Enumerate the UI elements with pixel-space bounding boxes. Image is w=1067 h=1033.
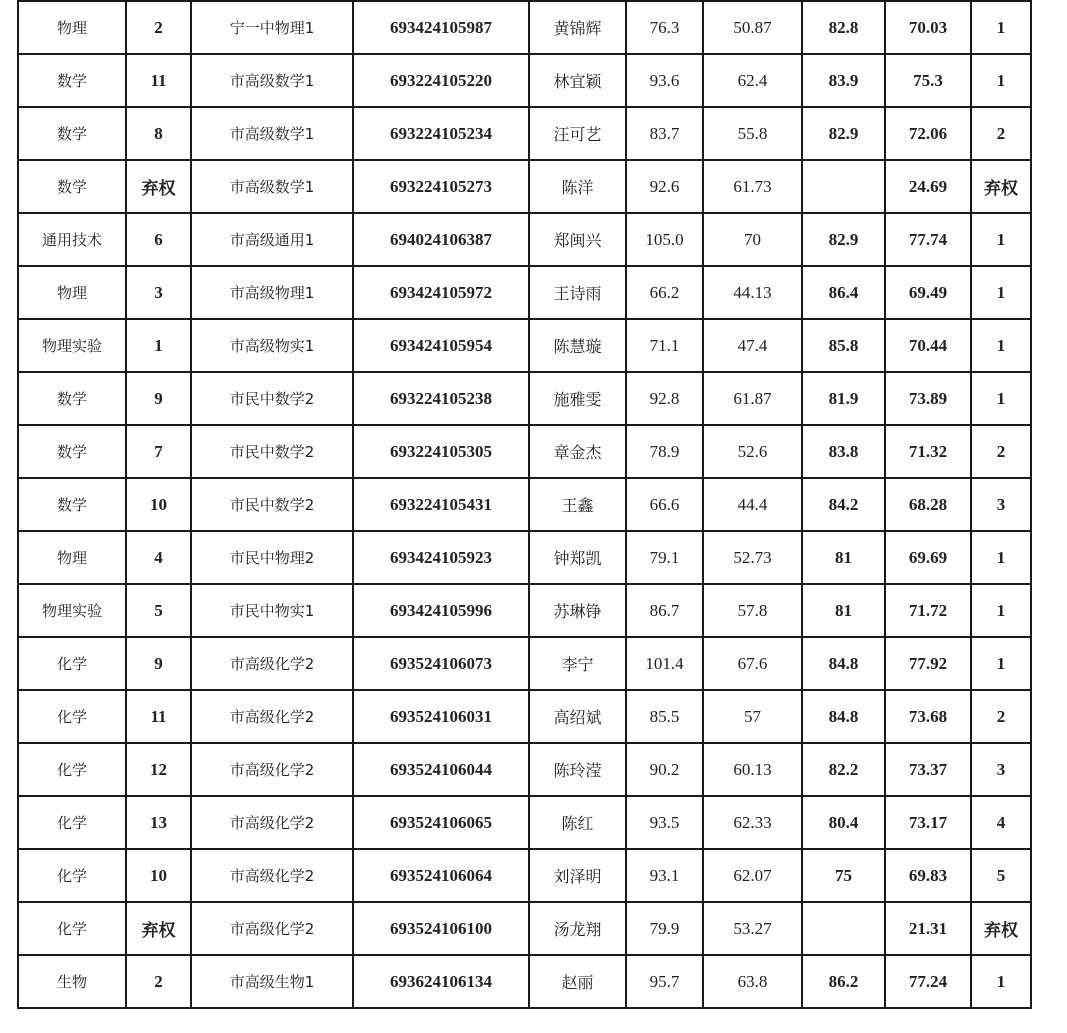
written-score-cell: 95.7 bbox=[626, 955, 703, 1008]
ticket-number-cell: 693424105972 bbox=[353, 266, 529, 319]
written-score-cell: 78.9 bbox=[626, 425, 703, 478]
subject-cell: 数学 bbox=[18, 372, 126, 425]
written-converted-cell: 52.6 bbox=[703, 425, 802, 478]
position-cell: 市民中数学2 bbox=[191, 372, 353, 425]
table-row bbox=[18, 319, 1031, 372]
written-score-cell: 83.7 bbox=[626, 107, 703, 160]
subject-cell: 数学 bbox=[18, 107, 126, 160]
total-score-cell: 69.49 bbox=[885, 266, 971, 319]
table-row bbox=[18, 902, 1031, 955]
position-cell: 市民中数学2 bbox=[191, 478, 353, 531]
written-converted-cell: 52.73 bbox=[703, 531, 802, 584]
ticket-number-cell: 693424105996 bbox=[353, 584, 529, 637]
rank-cell: 1 bbox=[971, 319, 1031, 372]
subject-cell: 化学 bbox=[18, 743, 126, 796]
rank-cell: 1 bbox=[971, 372, 1031, 425]
candidate-name-cell: 李宁 bbox=[529, 637, 626, 690]
written-converted-cell: 61.87 bbox=[703, 372, 802, 425]
written-score-cell: 86.7 bbox=[626, 584, 703, 637]
subject-cell: 化学 bbox=[18, 849, 126, 902]
draw-number-cell: 8 bbox=[126, 107, 191, 160]
total-score-cell: 71.32 bbox=[885, 425, 971, 478]
written-converted-cell: 47.4 bbox=[703, 319, 802, 372]
draw-number-cell: 6 bbox=[126, 213, 191, 266]
rank-cell: 1 bbox=[971, 584, 1031, 637]
interview-score-cell: 75 bbox=[802, 849, 885, 902]
ticket-number-cell: 693224105273 bbox=[353, 160, 529, 213]
written-converted-cell: 57.8 bbox=[703, 584, 802, 637]
position-cell: 市高级数学1 bbox=[191, 54, 353, 107]
rank-cell: 2 bbox=[971, 107, 1031, 160]
subject-cell: 数学 bbox=[18, 160, 126, 213]
table-row bbox=[18, 266, 1031, 319]
table-row bbox=[18, 743, 1031, 796]
draw-number-cell: 11 bbox=[126, 54, 191, 107]
candidate-name-cell: 陈慧璇 bbox=[529, 319, 626, 372]
ticket-number-cell: 693524106065 bbox=[353, 796, 529, 849]
subject-cell: 物理实验 bbox=[18, 319, 126, 372]
written-score-cell: 79.1 bbox=[626, 531, 703, 584]
rank-cell: 弃权 bbox=[971, 902, 1031, 955]
interview-score-cell: 83.8 bbox=[802, 425, 885, 478]
draw-number-cell: 13 bbox=[126, 796, 191, 849]
subject-cell: 化学 bbox=[18, 796, 126, 849]
interview-score-cell: 82.9 bbox=[802, 213, 885, 266]
interview-score-cell: 81 bbox=[802, 531, 885, 584]
ticket-number-cell: 693424105987 bbox=[353, 1, 529, 54]
written-converted-cell: 55.8 bbox=[703, 107, 802, 160]
written-score-cell: 93.5 bbox=[626, 796, 703, 849]
interview-score-cell: 84.2 bbox=[802, 478, 885, 531]
position-cell: 市民中数学2 bbox=[191, 425, 353, 478]
candidate-name-cell: 高绍斌 bbox=[529, 690, 626, 743]
rank-cell: 1 bbox=[971, 955, 1031, 1008]
table-row bbox=[18, 796, 1031, 849]
draw-number-cell: 弃权 bbox=[126, 902, 191, 955]
written-converted-cell: 44.13 bbox=[703, 266, 802, 319]
position-cell: 市高级化学2 bbox=[191, 849, 353, 902]
written-score-cell: 92.8 bbox=[626, 372, 703, 425]
total-score-cell: 70.03 bbox=[885, 1, 971, 54]
ticket-number-cell: 693224105238 bbox=[353, 372, 529, 425]
table-row bbox=[18, 213, 1031, 266]
draw-number-cell: 2 bbox=[126, 955, 191, 1008]
results-table bbox=[17, 0, 1032, 1009]
position-cell: 市高级化学2 bbox=[191, 637, 353, 690]
draw-number-cell: 12 bbox=[126, 743, 191, 796]
candidate-name-cell: 苏琳铮 bbox=[529, 584, 626, 637]
position-cell: 宁一中物理1 bbox=[191, 1, 353, 54]
candidate-name-cell: 刘泽明 bbox=[529, 849, 626, 902]
position-cell: 市高级生物1 bbox=[191, 955, 353, 1008]
candidate-name-cell: 汪可艺 bbox=[529, 107, 626, 160]
written-converted-cell: 62.4 bbox=[703, 54, 802, 107]
ticket-number-cell: 694024106387 bbox=[353, 213, 529, 266]
subject-cell: 物理实验 bbox=[18, 584, 126, 637]
interview-score-cell bbox=[802, 160, 885, 213]
position-cell: 市高级化学2 bbox=[191, 743, 353, 796]
total-score-cell: 70.44 bbox=[885, 319, 971, 372]
interview-score-cell: 81 bbox=[802, 584, 885, 637]
total-score-cell: 77.24 bbox=[885, 955, 971, 1008]
subject-cell: 物理 bbox=[18, 1, 126, 54]
rank-cell: 1 bbox=[971, 1, 1031, 54]
candidate-name-cell: 林宜颖 bbox=[529, 54, 626, 107]
total-score-cell: 73.17 bbox=[885, 796, 971, 849]
draw-number-cell: 10 bbox=[126, 849, 191, 902]
rank-cell: 1 bbox=[971, 266, 1031, 319]
written-score-cell: 93.1 bbox=[626, 849, 703, 902]
position-cell: 市高级物理1 bbox=[191, 266, 353, 319]
written-score-cell: 90.2 bbox=[626, 743, 703, 796]
table-row bbox=[18, 478, 1031, 531]
candidate-name-cell: 郑闽兴 bbox=[529, 213, 626, 266]
draw-number-cell: 7 bbox=[126, 425, 191, 478]
ticket-number-cell: 693524106073 bbox=[353, 637, 529, 690]
written-score-cell: 92.6 bbox=[626, 160, 703, 213]
position-cell: 市高级物实1 bbox=[191, 319, 353, 372]
written-score-cell: 71.1 bbox=[626, 319, 703, 372]
written-converted-cell: 53.27 bbox=[703, 902, 802, 955]
position-cell: 市民中物理2 bbox=[191, 531, 353, 584]
written-converted-cell: 70 bbox=[703, 213, 802, 266]
draw-number-cell: 弃权 bbox=[126, 160, 191, 213]
ticket-number-cell: 693524106031 bbox=[353, 690, 529, 743]
candidate-name-cell: 陈红 bbox=[529, 796, 626, 849]
ticket-number-cell: 693224105220 bbox=[353, 54, 529, 107]
written-converted-cell: 60.13 bbox=[703, 743, 802, 796]
written-score-cell: 101.4 bbox=[626, 637, 703, 690]
subject-cell: 化学 bbox=[18, 902, 126, 955]
ticket-number-cell: 693524106100 bbox=[353, 902, 529, 955]
written-score-cell: 105.0 bbox=[626, 213, 703, 266]
table-row bbox=[18, 531, 1031, 584]
written-converted-cell: 57 bbox=[703, 690, 802, 743]
position-cell: 市高级通用1 bbox=[191, 213, 353, 266]
table-row bbox=[18, 690, 1031, 743]
draw-number-cell: 9 bbox=[126, 372, 191, 425]
written-score-cell: 93.6 bbox=[626, 54, 703, 107]
ticket-number-cell: 693224105234 bbox=[353, 107, 529, 160]
written-score-cell: 66.6 bbox=[626, 478, 703, 531]
written-score-cell: 66.2 bbox=[626, 266, 703, 319]
position-cell: 市高级化学2 bbox=[191, 902, 353, 955]
written-score-cell: 85.5 bbox=[626, 690, 703, 743]
draw-number-cell: 3 bbox=[126, 266, 191, 319]
rank-cell: 2 bbox=[971, 425, 1031, 478]
rank-cell: 1 bbox=[971, 54, 1031, 107]
subject-cell: 物理 bbox=[18, 531, 126, 584]
position-cell: 市高级化学2 bbox=[191, 690, 353, 743]
written-converted-cell: 50.87 bbox=[703, 1, 802, 54]
candidate-name-cell: 陈玲滢 bbox=[529, 743, 626, 796]
interview-score-cell: 86.4 bbox=[802, 266, 885, 319]
interview-score-cell: 86.2 bbox=[802, 955, 885, 1008]
interview-score-cell: 82.9 bbox=[802, 107, 885, 160]
subject-cell: 物理 bbox=[18, 266, 126, 319]
rank-cell: 1 bbox=[971, 213, 1031, 266]
written-converted-cell: 44.4 bbox=[703, 478, 802, 531]
subject-cell: 数学 bbox=[18, 478, 126, 531]
interview-score-cell: 84.8 bbox=[802, 637, 885, 690]
ticket-number-cell: 693424105954 bbox=[353, 319, 529, 372]
rank-cell: 4 bbox=[971, 796, 1031, 849]
results-table-body bbox=[18, 1, 1031, 1008]
candidate-name-cell: 章金杰 bbox=[529, 425, 626, 478]
draw-number-cell: 2 bbox=[126, 1, 191, 54]
table-row bbox=[18, 955, 1031, 1008]
total-score-cell: 73.89 bbox=[885, 372, 971, 425]
interview-score-cell: 81.9 bbox=[802, 372, 885, 425]
table-row bbox=[18, 107, 1031, 160]
interview-score-cell: 83.9 bbox=[802, 54, 885, 107]
ticket-number-cell: 693524106064 bbox=[353, 849, 529, 902]
interview-score-cell: 82.8 bbox=[802, 1, 885, 54]
candidate-name-cell: 陈洋 bbox=[529, 160, 626, 213]
rank-cell: 1 bbox=[971, 637, 1031, 690]
total-score-cell: 21.31 bbox=[885, 902, 971, 955]
subject-cell: 生物 bbox=[18, 955, 126, 1008]
subject-cell: 化学 bbox=[18, 690, 126, 743]
candidate-name-cell: 王诗雨 bbox=[529, 266, 626, 319]
total-score-cell: 69.69 bbox=[885, 531, 971, 584]
interview-score-cell bbox=[802, 902, 885, 955]
position-cell: 市高级化学2 bbox=[191, 796, 353, 849]
rank-cell: 弃权 bbox=[971, 160, 1031, 213]
interview-score-cell: 80.4 bbox=[802, 796, 885, 849]
draw-number-cell: 5 bbox=[126, 584, 191, 637]
draw-number-cell: 11 bbox=[126, 690, 191, 743]
total-score-cell: 73.37 bbox=[885, 743, 971, 796]
candidate-name-cell: 汤龙翔 bbox=[529, 902, 626, 955]
ticket-number-cell: 693224105305 bbox=[353, 425, 529, 478]
interview-score-cell: 84.8 bbox=[802, 690, 885, 743]
table-row bbox=[18, 637, 1031, 690]
written-score-cell: 76.3 bbox=[626, 1, 703, 54]
rank-cell: 3 bbox=[971, 478, 1031, 531]
ticket-number-cell: 693624106134 bbox=[353, 955, 529, 1008]
rank-cell: 1 bbox=[971, 531, 1031, 584]
total-score-cell: 77.92 bbox=[885, 637, 971, 690]
draw-number-cell: 10 bbox=[126, 478, 191, 531]
total-score-cell: 73.68 bbox=[885, 690, 971, 743]
table-row bbox=[18, 54, 1031, 107]
subject-cell: 数学 bbox=[18, 425, 126, 478]
candidate-name-cell: 钟郑凯 bbox=[529, 531, 626, 584]
total-score-cell: 68.28 bbox=[885, 478, 971, 531]
rank-cell: 2 bbox=[971, 690, 1031, 743]
candidate-name-cell: 赵丽 bbox=[529, 955, 626, 1008]
draw-number-cell: 4 bbox=[126, 531, 191, 584]
ticket-number-cell: 693424105923 bbox=[353, 531, 529, 584]
table-row bbox=[18, 425, 1031, 478]
rank-cell: 3 bbox=[971, 743, 1031, 796]
candidate-name-cell: 施雅雯 bbox=[529, 372, 626, 425]
position-cell: 市民中物实1 bbox=[191, 584, 353, 637]
written-score-cell: 79.9 bbox=[626, 902, 703, 955]
total-score-cell: 75.3 bbox=[885, 54, 971, 107]
draw-number-cell: 9 bbox=[126, 637, 191, 690]
candidate-name-cell: 王鑫 bbox=[529, 478, 626, 531]
draw-number-cell: 1 bbox=[126, 319, 191, 372]
subject-cell: 数学 bbox=[18, 54, 126, 107]
total-score-cell: 71.72 bbox=[885, 584, 971, 637]
written-converted-cell: 67.6 bbox=[703, 637, 802, 690]
total-score-cell: 77.74 bbox=[885, 213, 971, 266]
position-cell: 市高级数学1 bbox=[191, 107, 353, 160]
table-row bbox=[18, 584, 1031, 637]
ticket-number-cell: 693224105431 bbox=[353, 478, 529, 531]
subject-cell: 化学 bbox=[18, 637, 126, 690]
total-score-cell: 69.83 bbox=[885, 849, 971, 902]
total-score-cell: 72.06 bbox=[885, 107, 971, 160]
table-row bbox=[18, 160, 1031, 213]
results-sheet bbox=[17, 0, 1032, 1009]
table-row bbox=[18, 1, 1031, 54]
interview-score-cell: 85.8 bbox=[802, 319, 885, 372]
interview-score-cell: 82.2 bbox=[802, 743, 885, 796]
written-converted-cell: 62.33 bbox=[703, 796, 802, 849]
position-cell: 市高级数学1 bbox=[191, 160, 353, 213]
table-row bbox=[18, 372, 1031, 425]
total-score-cell: 24.69 bbox=[885, 160, 971, 213]
rank-cell: 5 bbox=[971, 849, 1031, 902]
subject-cell: 通用技术 bbox=[18, 213, 126, 266]
written-converted-cell: 62.07 bbox=[703, 849, 802, 902]
table-row bbox=[18, 849, 1031, 902]
candidate-name-cell: 黄锦辉 bbox=[529, 1, 626, 54]
ticket-number-cell: 693524106044 bbox=[353, 743, 529, 796]
written-converted-cell: 63.8 bbox=[703, 955, 802, 1008]
written-converted-cell: 61.73 bbox=[703, 160, 802, 213]
